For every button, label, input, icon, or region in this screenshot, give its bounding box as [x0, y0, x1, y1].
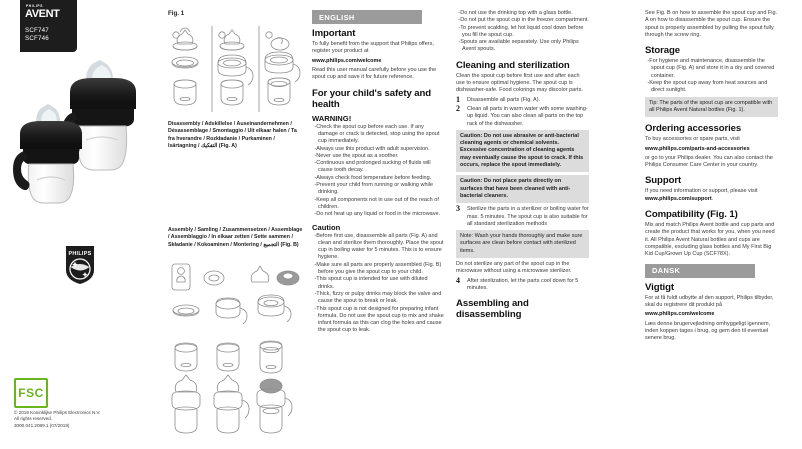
figure-a-caption: Disassembly / Adskillelse / Auseinandernehmen / Désassemblage / Smontaggio / Uit elkaar halen / Ta fra hverandre / Rozkładanie / Purkaminen / Isärtagning / التفكيك (Fig. A): [168, 121, 297, 150]
list-item: - This spout cup is intended for use with diluted drinks.: [312, 276, 445, 291]
step-text: Sterilize the parts in a sterilizer or boiling water for max. 5 minutes. The spout cup is also suitable for all standard sterilization methods: [467, 206, 589, 227]
ordering-paragraph-2: or go to your Philips dealer. You can also contact the Philips Consumer Care Center in your country.: [645, 154, 773, 169]
list-item: [456, 94, 589, 104]
figure-panel: [160, 0, 308, 449]
list-item: - Spouts are available separately. Use only Philips Avent spouts.: [456, 39, 589, 54]
list-item: - Keep the spout cup away from heat sources and direct sunlight.: [645, 80, 778, 95]
list-item: - To prevent scalding, let hot liquid cool down before you fill the spout cup.: [456, 25, 589, 40]
heading-assembling-disassembling: Assembling and disassembling: [456, 298, 529, 321]
cleaning-step-3: [456, 206, 589, 228]
figure-1-title: Fig. 1: [168, 10, 185, 17]
ordering-paragraph-1: To buy accessories or spare parts, visit: [645, 136, 740, 143]
list-item: - For hygiene and maintenance, disassemble the spout cup (Fig. A) and store it in a dry and covered container.: [645, 58, 778, 80]
support-paragraph-1: If you need information or support, please visit: [645, 188, 758, 195]
tip-box-compatibility: Tip: The parts of the spout cup are compatible with all Philips Avent Natural bottles (Fig. 1).: [645, 97, 778, 118]
caution-box-surfaces: Caution: Do not place parts directly on surfaces that have been cleaned with anti-bacterial cleaners.: [456, 175, 589, 203]
list-item: - Do not use the drinking top with a glass bottle.: [456, 10, 589, 17]
dansk-paragraph-2: Læs denne brugervejledning omhyggeligt igennem, inden koppen tages i brug, og gem den til eventuel senere brug.: [645, 320, 771, 342]
text-column-3: [645, 10, 778, 345]
heading-storage: Storage: [645, 45, 681, 57]
link-parts-and-accessories[interactable]: www.philips.com/parts-and-accessories: [645, 145, 750, 152]
list-item: - Do not put the spout cup in the freezer compartment.: [456, 17, 589, 24]
important-paragraph-1: To fully benefit from the support that Philips offers, register your product at: [312, 41, 434, 55]
heading-vigtigt: Vigtigt: [645, 281, 674, 293]
figure-a-diagram: [166, 22, 306, 118]
list-item: [456, 103, 589, 128]
copyright-block: [14, 410, 154, 429]
compatibility-paragraph: Mix and match Philips Avent bottle and cup parts and create the product that works for you, when you need it. All Philips Avent Natural bottles and cups are compatible, excluding glass bottles and My First Big Kid Cup/Grown Up Cup (SCF78X).: [645, 222, 775, 258]
figure-b-diagram: [166, 262, 306, 442]
cleaning-step-4: [456, 275, 589, 293]
heading-cleaning-sterilization: Cleaning and sterilization: [456, 59, 570, 71]
warning-list: [312, 124, 445, 219]
list-item: - Prevent your child from running or walking while drinking.: [312, 182, 445, 197]
cover-panel: [0, 0, 160, 449]
cleaning-intro: Clean the spout cup before first use and after each use to ensure optimal hygiene. The spout cup is dishwasher-safe. Food colorings may discolor parts.: [456, 72, 583, 94]
important-paragraph-2: Read this user manual carefully before you use the spout cup and save it for future reference.: [312, 67, 437, 81]
dansk-paragraph-1: For at få fuldt udbytte af den support, Philips tilbyder, skal du registrere dit produkt på: [645, 294, 774, 309]
caution-box-abrasive: Caution: Do not use abrasive or anti-bacterial cleaning agents or chemical solvents. Excessive concentration of cleaning agents may eventually cause the spout to crack. If this occurs, replace the spout immediately.: [456, 130, 589, 172]
philips-shield-logo: [64, 245, 96, 285]
list-item: - Thick, fizzy or pulpy drinks may block the valve and cause the spout to break or leak.: [312, 291, 445, 306]
list-item: [456, 206, 589, 228]
assembling-paragraph: See Fig. B on how to assemble the spout cup and Fig. A on how to disassemble the spout cup. Ensure the spout is properly assembled by pulling the spout fully through the screw ring.: [645, 10, 778, 38]
step-text: Clean all parts in warm water with some washing-up liquid. You can also clean all parts on the top rack of the dishwasher.: [467, 105, 588, 127]
note-box-wash-hands: Note: Wash your hands thoroughly and make sure surfaces are clean before contact with sterilized items.: [456, 230, 589, 258]
link-philips-support[interactable]: www.philips.com/support: [645, 195, 712, 202]
fsc-logo: FSC: [14, 378, 48, 408]
heading-important: Important: [312, 28, 356, 40]
heading-compatibility: Compatibility (Fig. 1): [645, 209, 738, 221]
link-philips-welcome[interactable]: www.philips.com/welcome: [312, 57, 382, 64]
heading-ordering-accessories: Ordering accessories: [645, 123, 742, 135]
cleaning-steps-1-2: [456, 94, 589, 128]
model-code-2: SCF746: [25, 35, 49, 42]
model-code-1: SCF747: [25, 27, 49, 34]
heading-caution: Caution: [312, 222, 341, 232]
copyright-line-3: 3000.041.2089.1 (07/2019): [14, 422, 70, 428]
list-item: - Always check food temperature before feeding.: [312, 175, 445, 182]
heading-safety-health: For your child's safety and health: [312, 87, 431, 110]
step-number: 2: [456, 103, 460, 113]
list-item: - Before first use, disassemble all parts (Fig. A) and clean and sterilize them thoroughly. Place the spout cup in boiling water for 5 minutes. This is to ensure hygiene.: [312, 233, 445, 262]
list-item: - Make sure all parts are properly assembled (Fig. B) before you give the spout cup to your child.: [312, 262, 445, 277]
language-header-dansk: DANSK: [645, 264, 755, 278]
microwave-warning: Do not sterilize any part of the spout cup in the microwave without using a microwave sterilizer.: [456, 261, 572, 275]
list-item: - Keep all components not in use out of the reach of children.: [312, 197, 445, 212]
copyright-line-2: All rights reserved.: [14, 416, 53, 422]
text-column-2: [456, 10, 589, 322]
product-photo: [0, 40, 160, 220]
brand-philips-text: PHILIPS: [26, 4, 44, 8]
figure-b-caption: Assembly / Samling / Zusammensetzen / Assemblage / Assemblaggio / In elkaar zetten / Sette sammen / Składanie / Kokoaminen / Montering / التجميع (Fig. B): [168, 227, 303, 248]
text-column-1: [312, 10, 445, 337]
step-number: 3: [456, 204, 460, 214]
step-number: 4: [456, 275, 460, 285]
list-item: [456, 275, 589, 293]
heading-support: Support: [645, 175, 682, 187]
list-item: - Do not heat up any liquid or food in the microwave.: [312, 211, 445, 218]
storage-list: [645, 58, 778, 94]
list-item: - Never use the spout as a soother.: [312, 153, 445, 160]
heading-warning: WARNING!: [312, 113, 352, 123]
link-philips-welcome-dansk[interactable]: www.philips.com/welcome: [645, 311, 715, 318]
copyright-line-1: © 2019 Koninklijke Philips Electronics N.V.: [14, 410, 101, 415]
list-item: - Check the spout cup before each use. If any damage or crack is detected, stop using the spout cup immediately.: [312, 124, 445, 146]
step-text: After sterilization, let the parts cool down for 5 minutes.: [467, 277, 579, 291]
step-text: Disassemble all parts (Fig. A).: [467, 96, 541, 103]
brand-avent-text: AVENT: [25, 8, 60, 20]
list-item: - Always use this product with adult supervision.: [312, 146, 445, 153]
svg-text:PHILIPS: PHILIPS: [68, 251, 92, 257]
list-item: - This spout cup is not designed for preparing infant formula. Do not use the spout cup to mix and shake infant formula as this can clog the holes and cause the spout cup to leak.: [312, 306, 445, 335]
caution-list-part2: [456, 10, 589, 54]
caution-list-part1: [312, 233, 445, 335]
support-paragraph-2: .: [711, 195, 714, 202]
list-item: - Continuous and prolonged sucking of fluids will cause tooth decay.: [312, 160, 445, 175]
language-header-english: ENGLISH: [312, 10, 422, 24]
step-number: 1: [456, 94, 460, 104]
